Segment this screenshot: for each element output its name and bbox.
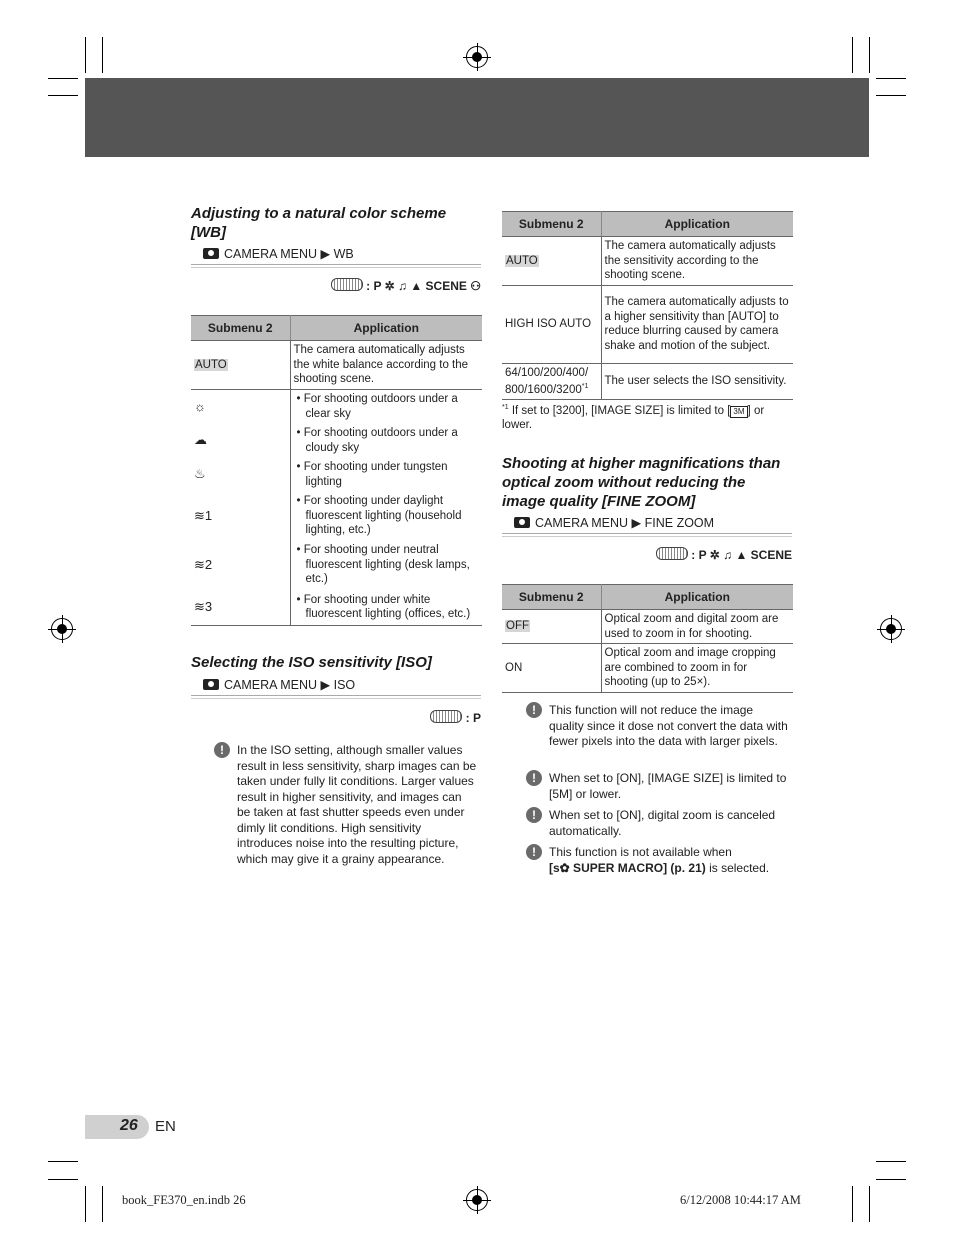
iso-auto-desc: The camera automatically adjusts the sensitivity according to the shooting scene. [601,237,793,286]
iso-header-application: Application [601,212,793,237]
zoom-on-desc: Optical zoom and image cropping are combined to zoom in for shooting (up to 25×). [601,644,793,693]
mode-dial-icon [331,278,363,291]
caution-icon: ! [526,844,542,860]
caution-icon: ! [526,770,542,786]
page-number: 26 [120,1117,138,1134]
zoom-off-option: OFF [506,620,529,633]
zoom-table [502,584,793,693]
fluorescent3-icon: ≋3 [191,590,290,626]
wb-menu-path: CAMERA MENU ▶ WB [191,246,481,265]
zoom-note-2: When set to [ON], [IMAGE SIZE] is limited to [5M] or lower. [549,771,787,801]
fluorescent1-icon: ≋1 [191,492,290,541]
wb-auto-option: AUTO [195,358,227,371]
wb-modes: : P ✲ ♫ ▲ SCENE ⚇ [291,278,481,293]
camera-icon [203,248,219,259]
registration-mark-right [880,618,902,640]
wb-section-title: Adjusting to a natural color scheme [WB] [191,205,447,241]
caution-icon: ! [526,807,542,823]
wb-auto-desc: The camera automatically adjusts the white balance according to the shooting scene. [290,341,482,390]
tungsten-icon: ♨ [191,458,290,492]
wb-cloudy-desc: For shooting outdoors under a cloudy sky [303,427,458,454]
iso-values-desc: The user selects the ISO sensitivity. [601,363,793,400]
header-banner [85,78,869,157]
zoom-section-title: Shooting at higher magnifications than optical zoom without reducing the image quality [FINE ZOOM] [502,455,781,510]
cloudy-icon: ☁ [191,424,290,458]
camera-icon [514,517,530,528]
iso-header-submenu: Submenu 2 [502,212,601,237]
wb-sunny-desc: For shooting outdoors under a clear sky [303,393,458,420]
iso-section-title: Selecting the ISO sensitivity [ISO] [191,654,432,671]
iso-note: In the ISO setting, although smaller values result in less sensitivity, sharp images can be taken under fully lit conditions. Larger values result in higher sensitivity, and images can be taken at fast shutter speeds even under dimly lit conditions. High sensitivity introduces noise into the resulting picture, which may give it a grainy appearance. [237,743,477,866]
iso-menu-path: CAMERA MENU ▶ ISO [191,677,481,696]
wb-fluorescent3-desc: For shooting under white fluorescent lighting (offices, etc.) [303,593,471,621]
image-size-3m-icon: 3M [730,406,747,418]
slug-right: 6/12/2008 10:44:17 AM [680,1193,801,1207]
iso-footnote: $^{*1}$ If set to [3200], [IMAGE SIZE] is limited to [ 3M ] or lower. [502,404,765,431]
zoom-off-desc: Optical zoom and digital zoom are used to zoom in for shooting. [601,610,793,644]
caution-icon: ! [526,702,542,718]
zoom-menu-path: CAMERA MENU ▶ FINE ZOOM [502,515,792,534]
zoom-header-submenu: Submenu 2 [502,585,601,610]
caution-icon: ! [214,742,230,758]
zoom-note-4: This function is not available when [s✿ SUPER MACRO] (p. 21) is selected. [549,845,770,875]
zoom-modes: : P ✲ ♫ ▲ SCENE [602,547,792,562]
wb-fluorescent2-desc: For shooting under neutral fluorescent lighting (desk lamps, etc.) [303,544,470,586]
wb-fluorescent1-desc: For shooting under daylight fluorescent lighting (household lighting, etc.) [303,495,462,537]
registration-mark-top [466,46,488,68]
sunny-icon: ☼ [191,390,290,424]
iso-high-auto-option: HIGH ISO AUTO [502,285,601,363]
iso-values-option: 64/100/200/400/ 800/1600/3200 [505,366,589,396]
mode-dial-icon [656,547,688,560]
wb-header-submenu: Submenu 2 [191,316,290,341]
zoom-note-3: When set to [ON], digital zoom is canceled automatically. [549,808,776,838]
wb-tungsten-desc: For shooting under tungsten lighting [303,461,448,488]
zoom-on-option: ON [502,644,601,693]
wb-table: Submenu 2 Application AUTO The camera automatically adjusts the white balance according to the shooting scene. ☼ • For shooting outdoors under a clear sky ☁ • For shooting outdoors under a cloudy sky ♨ • For shooting under tungsten lighting ≋1 • For shooting under daylight fluorescent lighting (household lighting, etc.) ≋2 • For shooting under neutral fluorescent lighting (desk lamps, etc.) ≋3 • For shooting under white fluorescent lighting (offices, etc.) [191,315,482,626]
camera-icon [203,679,219,690]
zoom-note-1: This function will not reduce the image quality since it dose not convert the data with fewer pixels into the data with larger pixels. [549,703,788,748]
iso-auto-option: AUTO [506,254,538,267]
mode-dial-icon [430,710,462,723]
registration-mark-left [51,618,73,640]
fluorescent2-icon: ≋2 [191,541,290,590]
iso-footnote-ref: *1 [581,383,589,390]
zoom-header-application: Application [601,585,793,610]
page-number-tab [85,1115,149,1139]
slug-left: book_FE370_en.indb 26 [122,1193,246,1207]
iso-high-auto-desc: The camera automatically adjusts to a higher sensitivity than [AUTO] to reduce blurring caused by camera shake and motion of the subject. [601,285,793,363]
iso-table [502,211,793,400]
wb-header-application: Application [290,316,482,341]
language-label: EN [155,1118,176,1135]
iso-modes: : P [381,710,481,725]
registration-mark-bottom [466,1189,488,1211]
